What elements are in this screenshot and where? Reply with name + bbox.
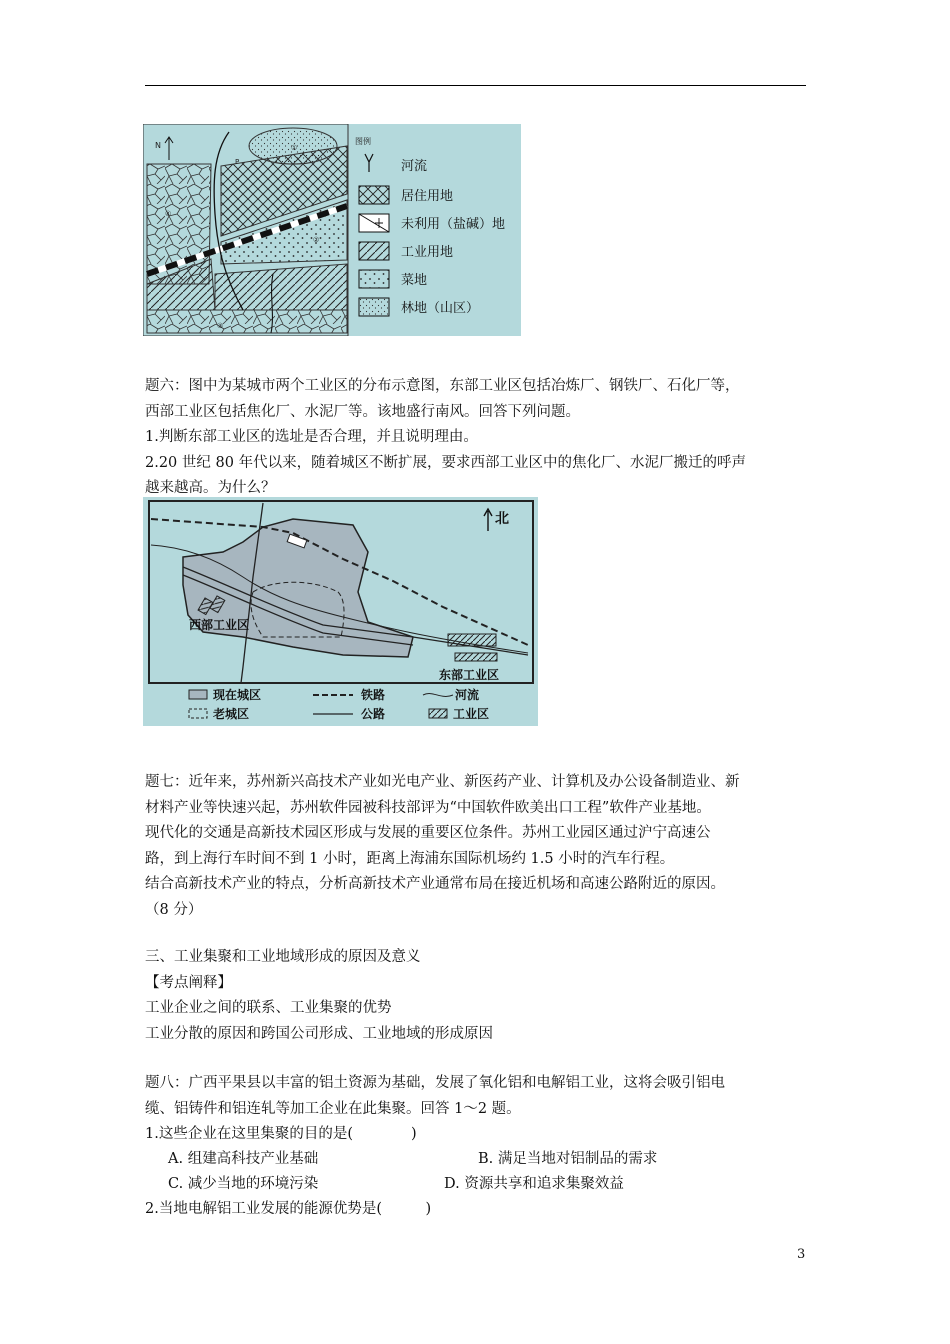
q7-line: 路，到上海行车时间不到 1 小时，距离上海浦东国际机场约 1.5 小时的汽车行程。 [145,850,675,867]
page-number: 3 [797,1247,806,1262]
q7-line: 结合高新技术产业的特点，分析高新技术产业通常布局在接近机场和高速公路附近的原因。 [145,876,725,892]
region-label-3: ③ [217,322,224,330]
legend-vegetable: 菜地 [401,273,428,288]
legend-title: 图例 [355,137,371,146]
q7-line: （8 分） [145,901,203,918]
q7-line: 材料产业等快速兴起，苏州软件园被科技部评为“中国软件欧美出口工程”软件产业基地。 [145,799,711,816]
legend-old-city: 老城区 [213,707,250,721]
q8-sub-question-2: 2.当地电解铝工业发展的能源优势是( ) [145,1201,432,1217]
option-c: C. 减少当地的环境污染 [168,1176,319,1192]
region-label-1: ① [291,144,298,152]
q6-line: 1.判断东部工业区的选址是否合理，并且说明理由。 [145,429,478,445]
industrial-legend-swatch [359,242,389,260]
north-label: 北 [495,511,509,527]
section-title: 三、工业集聚和工业地域形成的原因及意义 [145,949,421,965]
q8-line: 缆、铝铸件和铝连轧等加工企业在此集聚。回答 1～2 题。 [145,1100,521,1117]
legend-forest: 林地（山区） [401,301,480,316]
question-8 [145,1071,725,1148]
q6-line: 西部工业区包括焦化厂、水泥厂等。该地盛行南风。回答下列问题。 [145,403,580,420]
option-a: A. 组建高科技产业基础 [168,1151,319,1167]
region-label-2: ② [313,236,320,244]
legend-road: 公路 [361,707,386,721]
point-p-label: P [235,158,240,166]
question-6 [145,374,746,502]
forest-legend-swatch [359,298,389,316]
residential-legend-swatch [359,186,389,204]
q6-line: 题六：图中为某城市两个工业区的分布示意图，东部工业区包括冶炼厂、钢铁厂、石化厂等， [145,378,740,394]
figure-1-map [143,124,521,336]
legend-residential: 居住用地 [401,189,454,204]
q7-line: 题七：近年来，苏州新兴高技术产业如光电产业、新医药产业、计算机及办公设备制造业、新 [145,774,740,790]
north-label: N [155,141,161,150]
legend-unused: 未利用（盐碱）地 [401,217,506,232]
q6-line: 越来越高。为什么？ [145,480,276,496]
river-legend-icon [365,154,373,172]
legend-current-city: 现在城区 [213,688,262,702]
note-heading: 【考点阐释】 [145,974,232,991]
q7-line: 现代化的交通是高新技术园区形成与发展的重要区位条件。苏州工业园区通过沪宁高速公 [145,825,711,841]
west-industrial-zone-label: 西部工业区 [189,618,250,632]
region-label-4: ④ [165,210,172,218]
east-industrial-zone-label: 东部工业区 [439,668,500,682]
header-rule [145,85,806,86]
q8-line: 题八：广西平果县以丰富的铝土资源为基础，发展了氧化铝和电解铝工业，这将会吸引铝电 [145,1075,725,1091]
option-b: B. 满足当地对铝制品的需求 [478,1151,658,1167]
legend-railway: 铁路 [361,688,386,702]
figure-2-map [143,497,538,726]
question-7 [145,770,740,923]
legend-river: 河流 [455,688,480,702]
note-point: 工业企业之间的联系、工业集聚的优势 [145,1000,392,1016]
legend-river: 河流 [401,159,428,174]
section-3 [145,945,493,1047]
vegetable-legend-swatch [359,270,389,288]
note-point: 工业分散的原因和跨国公司形成、工业地域的形成原因 [145,1025,493,1042]
option-d: D. 资源共享和追求集聚效益 [444,1176,624,1192]
q6-line: 2.20 世纪 80 年代以来，随着城区不断扩展，要求西部工业区中的焦化厂、水泥厂搬迁的呼声 [145,454,747,471]
legend-industrial: 工业用地 [401,245,454,260]
legend-industrial-zone: 工业区 [453,707,490,721]
q8-sub-question-1: 1.这些企业在这里集聚的目的是( ) [145,1126,417,1142]
